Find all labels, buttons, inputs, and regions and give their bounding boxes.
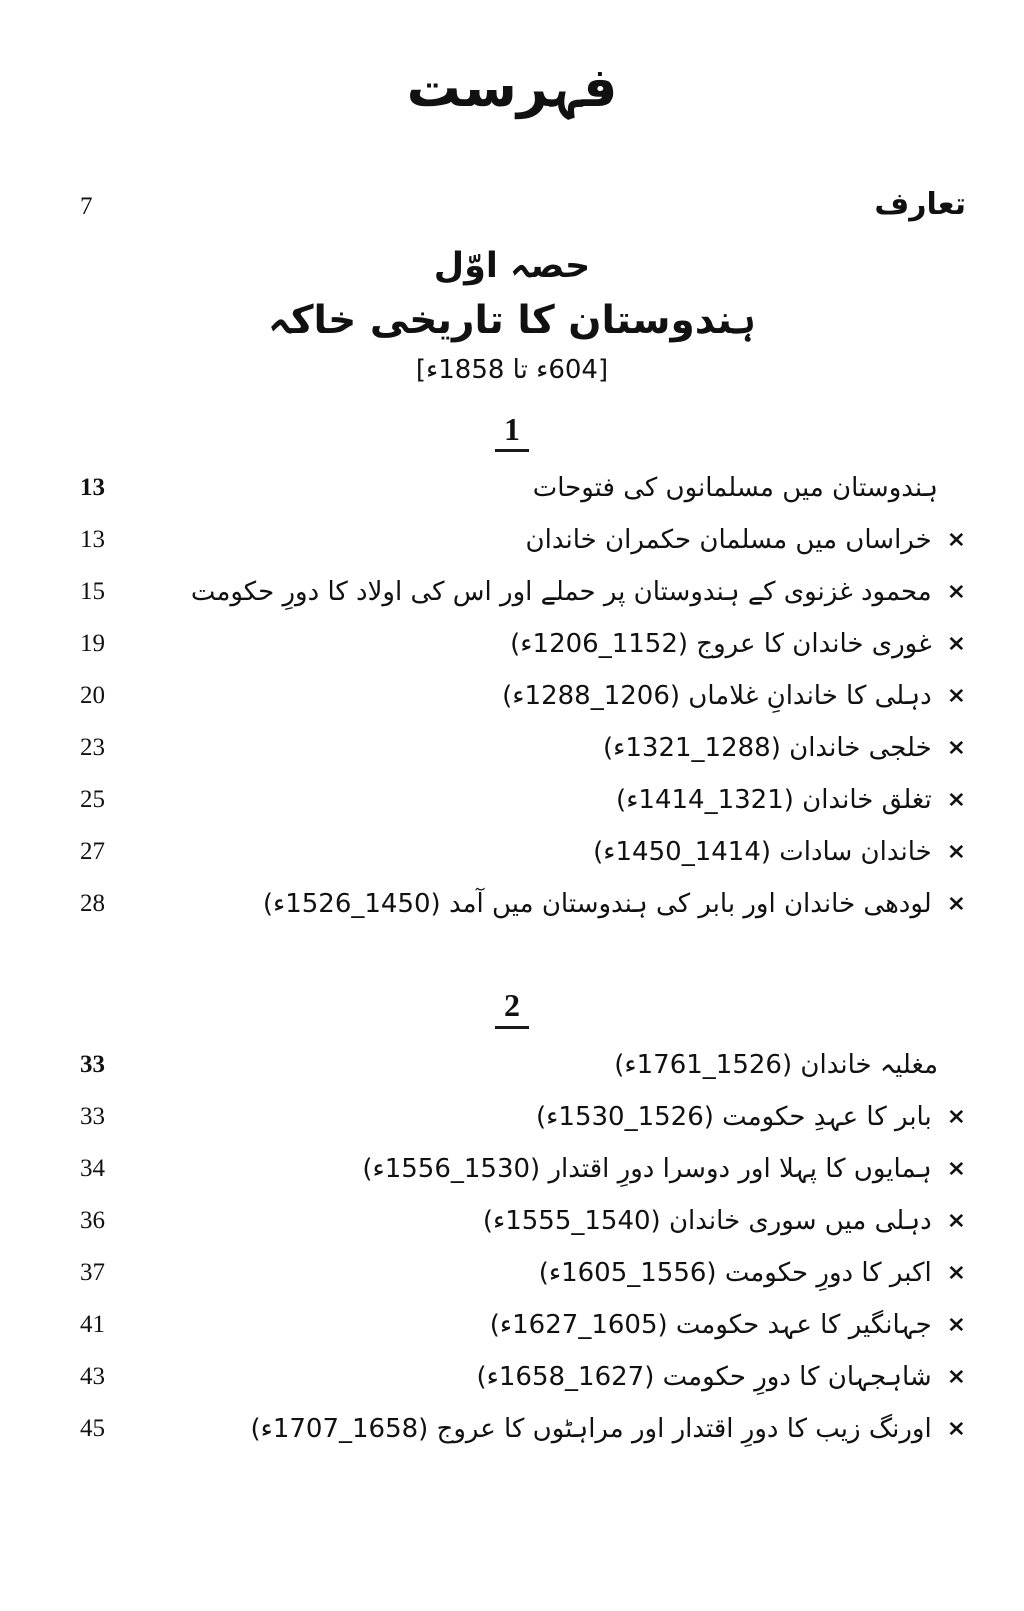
part-date-range: [604ء تا 1858ء] [415, 354, 609, 385]
toc-entry-page: 19 [80, 630, 105, 658]
toc-entry-body [536, 1102, 966, 1132]
toc-heading-page: 13 [80, 474, 105, 502]
toc-entry [0, 878, 1024, 930]
toc-entry-body [593, 837, 966, 867]
intro-label: تعارف [874, 186, 966, 222]
toc-entry-page: 34 [80, 1154, 105, 1182]
cross-bullet-icon: × [946, 1416, 966, 1442]
toc-entry [0, 1299, 1024, 1351]
part-header [0, 240, 1024, 390]
cross-bullet-icon: × [946, 735, 966, 761]
toc-entry-page: 15 [80, 578, 105, 606]
toc-entry-label: تغلق خاندان (1321_1414ء) [616, 785, 932, 816]
toc-section-heading [0, 1039, 1024, 1091]
intro-row [0, 187, 1024, 222]
toc-entry-label: شاہجہان کا دورِ حکومت (1627_1658ء) [476, 1361, 932, 1392]
toc-entry-page: 45 [80, 1414, 105, 1442]
part-name: حصہ اوّل [433, 245, 591, 286]
section-2-toc-list [0, 1039, 1024, 1455]
cross-bullet-icon: × [946, 1364, 966, 1390]
toc-entry-label: خاندان سادات (1414_1450ء) [593, 837, 932, 868]
toc-entry-body [362, 1154, 966, 1184]
toc-entry-label: خلجی خاندان (1288_1321ء) [602, 733, 932, 764]
section-1-number: 1 [495, 410, 529, 452]
toc-entry-body [616, 785, 966, 815]
toc-entry-page: 43 [80, 1362, 105, 1390]
cross-bullet-icon: × [946, 631, 966, 657]
toc-entry-body [526, 525, 966, 555]
cross-bullet-icon: × [946, 891, 966, 917]
cross-bullet-icon: × [946, 579, 966, 605]
toc-entry-page: 25 [80, 786, 105, 814]
toc-entry [0, 618, 1024, 670]
cross-bullet-icon: × [946, 787, 966, 813]
part-subtitle: ہندوستان کا تاریخی خاکہ [267, 298, 757, 344]
toc-entry [0, 670, 1024, 722]
toc-entry-label: اکبر کا دورِ حکومت (1556_1605ء) [538, 1257, 932, 1288]
toc-entry-body [539, 1258, 966, 1288]
toc-entry-body [191, 577, 966, 607]
toc-entry [0, 1143, 1024, 1195]
toc-entry-page: 23 [80, 734, 105, 762]
toc-entry-body [603, 733, 966, 763]
toc-entry-label: جہانگیر کا عہد حکومت (1605_1627ء) [489, 1309, 932, 1340]
toc-entry-body [510, 629, 966, 659]
cross-bullet-icon: × [946, 683, 966, 709]
toc-entry [0, 1403, 1024, 1455]
toc-heading-page: 33 [80, 1050, 105, 1078]
toc-entry-body [263, 889, 966, 919]
section-2-number-wrap [0, 986, 1024, 1028]
toc-entry-page: 37 [80, 1258, 105, 1286]
toc-entry-body [502, 681, 966, 711]
toc-entry [0, 774, 1024, 826]
toc-entry [0, 514, 1024, 566]
toc-entry-label: دہلی میں سوری خاندان (1540_1555ء) [482, 1205, 932, 1236]
toc-entry-label: محمود غزنوی کے ہندوستان پر حملے اور اس کی اولاد کا دورِ حکومت [190, 577, 932, 608]
toc-section-heading [0, 462, 1024, 514]
toc-entry [0, 826, 1024, 878]
toc-entry-body [250, 1414, 966, 1444]
section-1-number-wrap [0, 410, 1024, 452]
toc-entry-label: خراساں میں مسلمان حکمران خاندان [525, 525, 932, 556]
cross-bullet-icon: × [946, 1104, 966, 1130]
toc-entry-page: 20 [80, 682, 105, 710]
toc-entry-page: 36 [80, 1206, 105, 1234]
toc-heading-label: مغلیہ خاندان (1526_1761ء) [614, 1049, 938, 1080]
toc-entry-body [490, 1310, 966, 1340]
toc-entry [0, 1195, 1024, 1247]
toc-entry-label: اورنگ زیب کا دورِ اقتدار اور مراہٹوں کا عروج (1658_1707ء) [250, 1413, 932, 1444]
toc-entry-label: ہمایوں کا پہلا اور دوسرا دورِ اقتدار (1530_1556ء) [362, 1153, 932, 1184]
toc-entry-label: دہلی کا خاندانِ غلاماں (1206_1288ء) [502, 681, 932, 712]
toc-entry-page: 27 [80, 838, 105, 866]
toc-entry-label: بابر کا عہدِ حکومت (1526_1530ء) [536, 1101, 932, 1132]
toc-entry-page: 33 [80, 1102, 105, 1130]
toc-entry [0, 1247, 1024, 1299]
toc-entry-label: غوری خاندان کا عروج (1152_1206ء) [510, 629, 932, 660]
contents-page [0, 52, 1024, 1611]
toc-entry-page: 13 [80, 526, 105, 554]
toc-entry [0, 566, 1024, 618]
cross-bullet-icon: × [946, 839, 966, 865]
intro-page-number: 7 [80, 192, 93, 220]
toc-entry-label: لودھی خاندان اور بابر کی ہندوستان میں آمد (1450_1526ء) [262, 889, 932, 920]
toc-entry-page: 41 [80, 1310, 105, 1338]
toc-entry [0, 722, 1024, 774]
section-1-toc-list [0, 462, 1024, 930]
cross-bullet-icon: × [946, 1208, 966, 1234]
toc-entry [0, 1351, 1024, 1403]
page-title: فہرست [406, 56, 618, 119]
cross-bullet-icon: × [946, 527, 966, 553]
cross-bullet-icon: × [946, 1312, 966, 1338]
toc-entry-page: 28 [80, 890, 105, 918]
toc-entry [0, 1091, 1024, 1143]
cross-bullet-icon: × [946, 1156, 966, 1182]
section-2-number: 2 [495, 986, 529, 1028]
toc-entry-body [477, 1362, 967, 1392]
toc-heading-label: ہندوستان میں مسلمانوں کی فتوحات [532, 473, 938, 504]
toc-entry-body [483, 1206, 966, 1236]
cross-bullet-icon: × [946, 1260, 966, 1286]
